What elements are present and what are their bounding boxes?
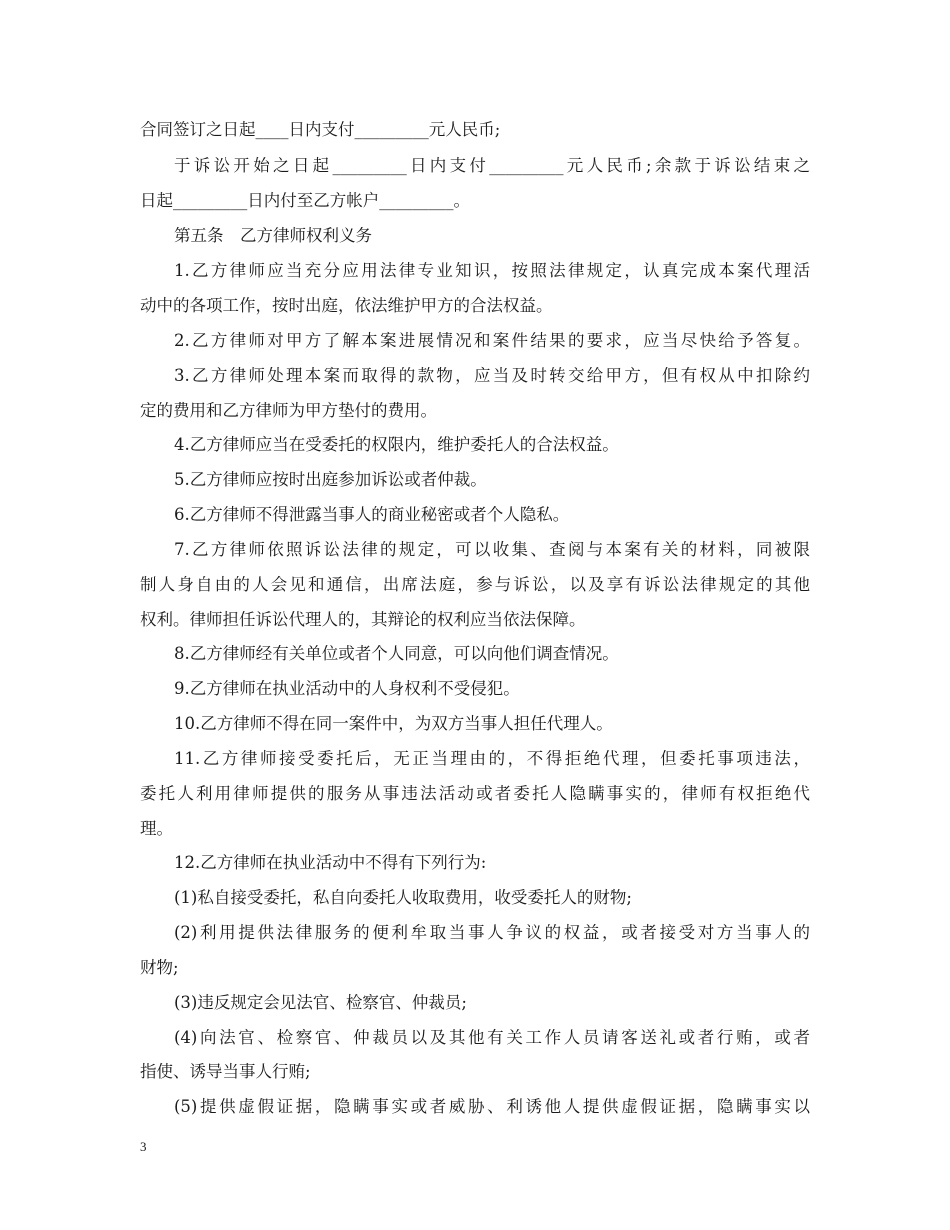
section-heading: 第五条 乙方律师权利义务: [174, 226, 372, 245]
text-line: 1.乙方律师应当充分应用法律专业知识，按照法律规定，认真完成本案代理活: [174, 261, 810, 280]
text-line: 合同签订之日起____日内支付_________元人民币;: [140, 120, 501, 139]
page-number: 3: [140, 1139, 147, 1154]
text-line: (4)向法官、检察官、仲裁员以及其他有关工作人员请客送礼或者行贿，或者: [174, 1028, 810, 1047]
text-line: (3)违反规定会见法官、检察官、仲裁员;: [174, 993, 467, 1012]
text-line: 7.乙方律师依照诉讼法律的规定，可以收集、查阅与本案有关的材料，同被限: [174, 540, 810, 559]
text-line: 委托人利用律师提供的服务从事违法活动或者委托人隐瞒事实的，律师有权拒绝代: [140, 784, 810, 803]
text-line: 4.乙方律师应当在受委托的权限内，维护委托人的合法权益。: [174, 435, 619, 454]
text-line: 于诉讼开始之日起_________日内支付_________元人民币;余款于诉讼结束之: [174, 156, 810, 175]
text-line: 动中的各项工作，按时出庭，依法维护甲方的合法权益。: [140, 296, 553, 315]
text-line: 6.乙方律师不得泄露当事人的商业秘密或者个人隐私。: [174, 505, 570, 524]
text-line: 3.乙方律师处理本案而取得的款物，应当及时转交给甲方，但有权从中扣除约: [174, 366, 810, 385]
text-line: 9.乙方律师在执业活动中的人身权利不受侵犯。: [174, 679, 520, 698]
text-line: 2.乙方律师对甲方了解本案进展情况和案件结果的要求，应当尽快给予答复。: [174, 331, 810, 350]
text-line: 10.乙方律师不得在同一案件中，为双方当事人担任代理人。: [174, 714, 613, 733]
text-line: 权利。律师担任诉讼代理人的，其辩论的权利应当依法保障。: [140, 610, 586, 629]
text-line: 财物;: [140, 958, 179, 977]
text-line: 12.乙方律师在执业活动中不得有下列行为:: [174, 853, 487, 872]
text-line: (5)提供虚假证据，隐瞒事实或者威胁、利诱他人提供虚假证据，隐瞒事实以: [174, 1097, 810, 1116]
text-line: 指使、诱导当事人行贿;: [140, 1062, 311, 1081]
text-line: 定的费用和乙方律师为甲方垫付的费用。: [140, 401, 437, 420]
text-line: (1)私自接受委托，私自向委托人收取费用，收受委托人的财物;: [174, 888, 632, 907]
text-line: 8.乙方律师经有关单位或者个人同意，可以向他们调查情况。: [174, 644, 619, 663]
text-line: (2)利用提供法律服务的便利牟取当事人争议的权益，或者接受对方当事人的: [174, 923, 810, 942]
text-line: 制人身自由的人会见和通信，出席法庭，参与诉讼，以及享有诉讼法律规定的其他: [140, 575, 810, 594]
text-line: 5.乙方律师应按时出庭参加诉讼或者仲裁。: [174, 470, 487, 489]
text-line: 11.乙方律师接受委托后，无正当理由的，不得拒绝代理，但委托事项违法，: [174, 749, 810, 768]
text-line: 理。: [140, 819, 173, 838]
text-line: 日起_________日内付至乙方帐户_________。: [140, 191, 470, 210]
